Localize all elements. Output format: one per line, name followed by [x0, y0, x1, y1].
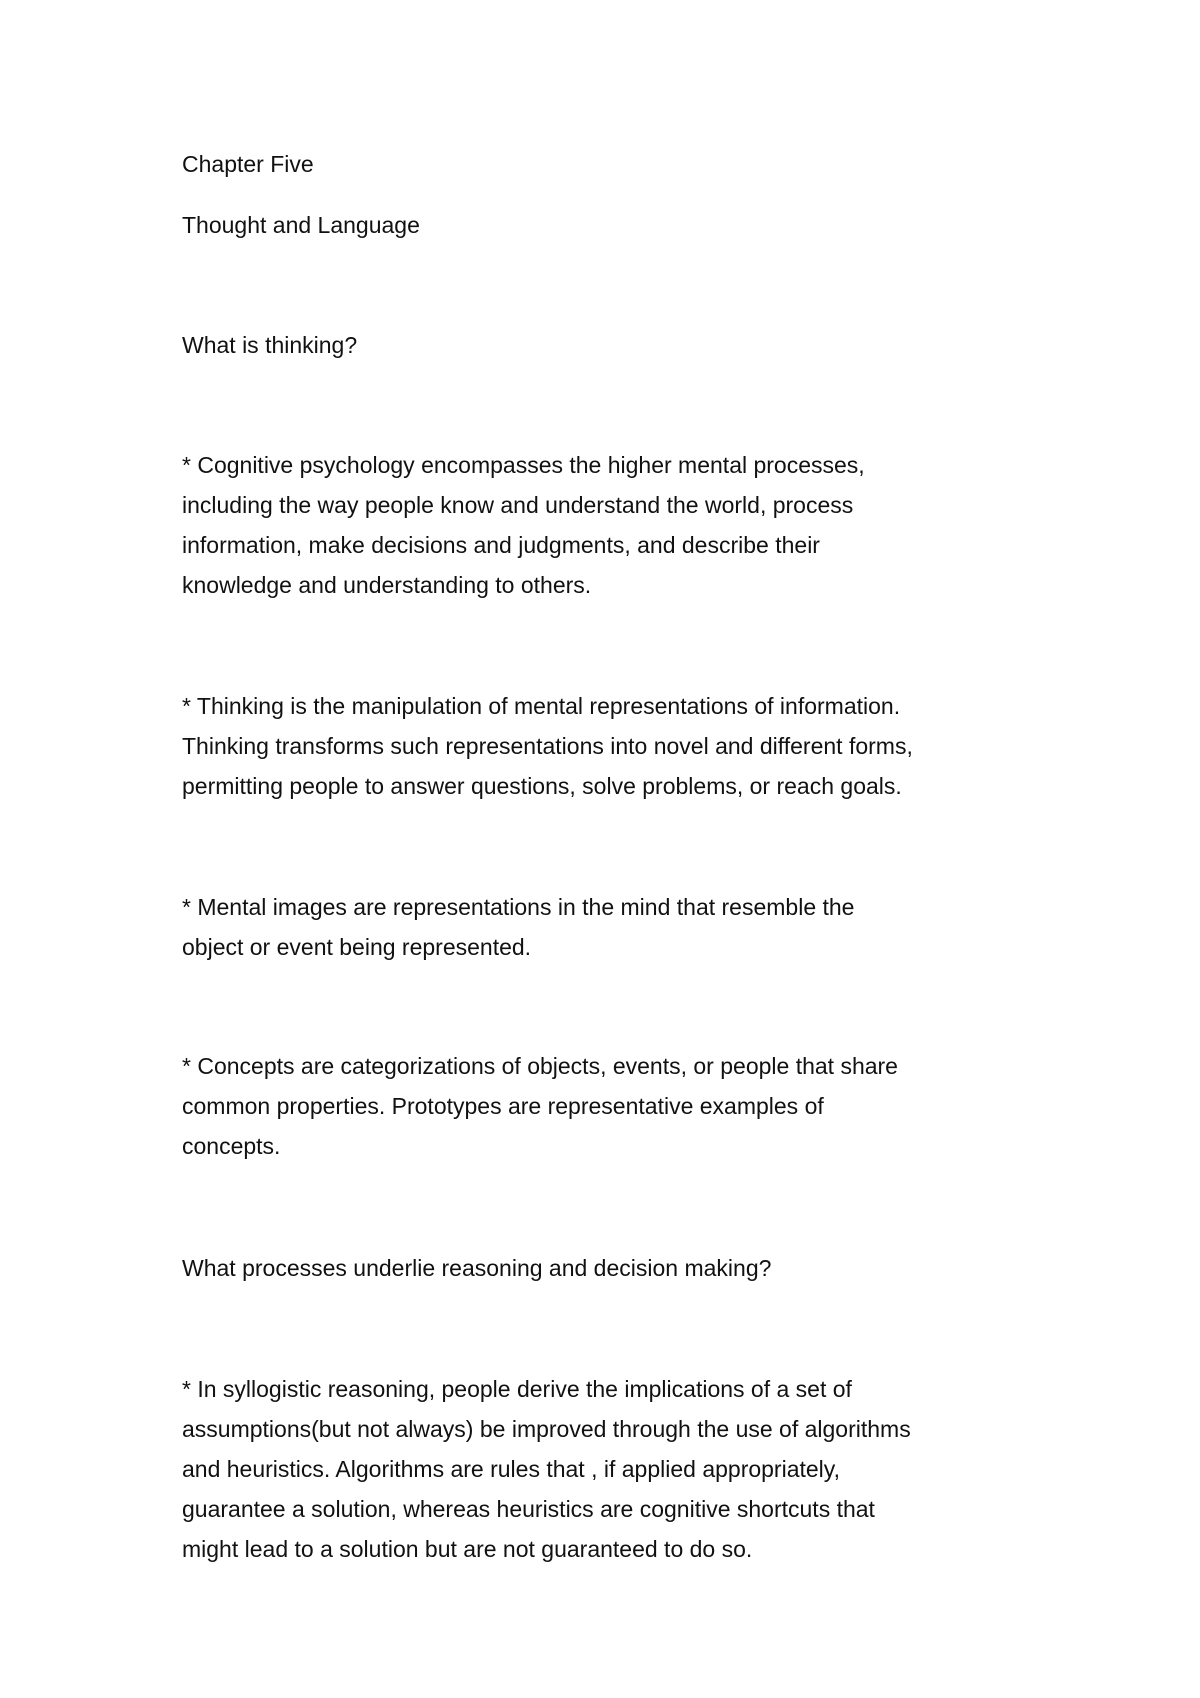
- paragraph-line: * Mental images are representations in the mind that resemble the: [182, 894, 855, 920]
- paragraph-line: Thinking transforms such representations into novel and different forms,: [182, 733, 913, 759]
- paragraph-line: concepts.: [182, 1133, 281, 1159]
- paragraph-thinking: [182, 686, 1082, 806]
- paragraph-line: assumptions(but not always) be improved through the use of algorithms: [182, 1416, 911, 1442]
- paragraph-line: including the way people know and understand the world, process: [182, 492, 854, 518]
- paragraph-cognitive-psychology: [182, 445, 1082, 605]
- paragraph-line: knowledge and understanding to others.: [182, 572, 592, 598]
- paragraph-line: object or event being represented.: [182, 934, 532, 960]
- paragraph-line: * In syllogistic reasoning, people derive the implications of a set of: [182, 1376, 852, 1402]
- paragraph-line: * Concepts are categorizations of objects, events, or people that share: [182, 1053, 898, 1079]
- section-question-reasoning: What processes underlie reasoning and decision making?: [182, 1255, 772, 1281]
- section-question-thinking: What is thinking?: [182, 332, 358, 358]
- chapter-label: Chapter Five: [182, 151, 314, 177]
- paragraph-syllogistic-reasoning: [182, 1369, 1082, 1569]
- paragraph-line: * Cognitive psychology encompasses the higher mental processes,: [182, 452, 865, 478]
- paragraph-mental-images: [182, 887, 1082, 967]
- paragraph-line: might lead to a solution but are not guaranteed to do so.: [182, 1536, 753, 1562]
- paragraph-concepts: [182, 1046, 1082, 1166]
- paragraph-line: * Thinking is the manipulation of mental representations of information.: [182, 693, 901, 719]
- paragraph-line: common properties. Prototypes are representative examples of: [182, 1093, 824, 1119]
- chapter-title: Thought and Language: [182, 212, 420, 238]
- paragraph-line: and heuristics. Algorithms are rules that , if applied appropriately,: [182, 1456, 840, 1482]
- paragraph-line: guarantee a solution, whereas heuristics are cognitive shortcuts that: [182, 1496, 875, 1522]
- paragraph-line: permitting people to answer questions, solve problems, or reach goals.: [182, 773, 902, 799]
- paragraph-line: information, make decisions and judgments, and describe their: [182, 532, 820, 558]
